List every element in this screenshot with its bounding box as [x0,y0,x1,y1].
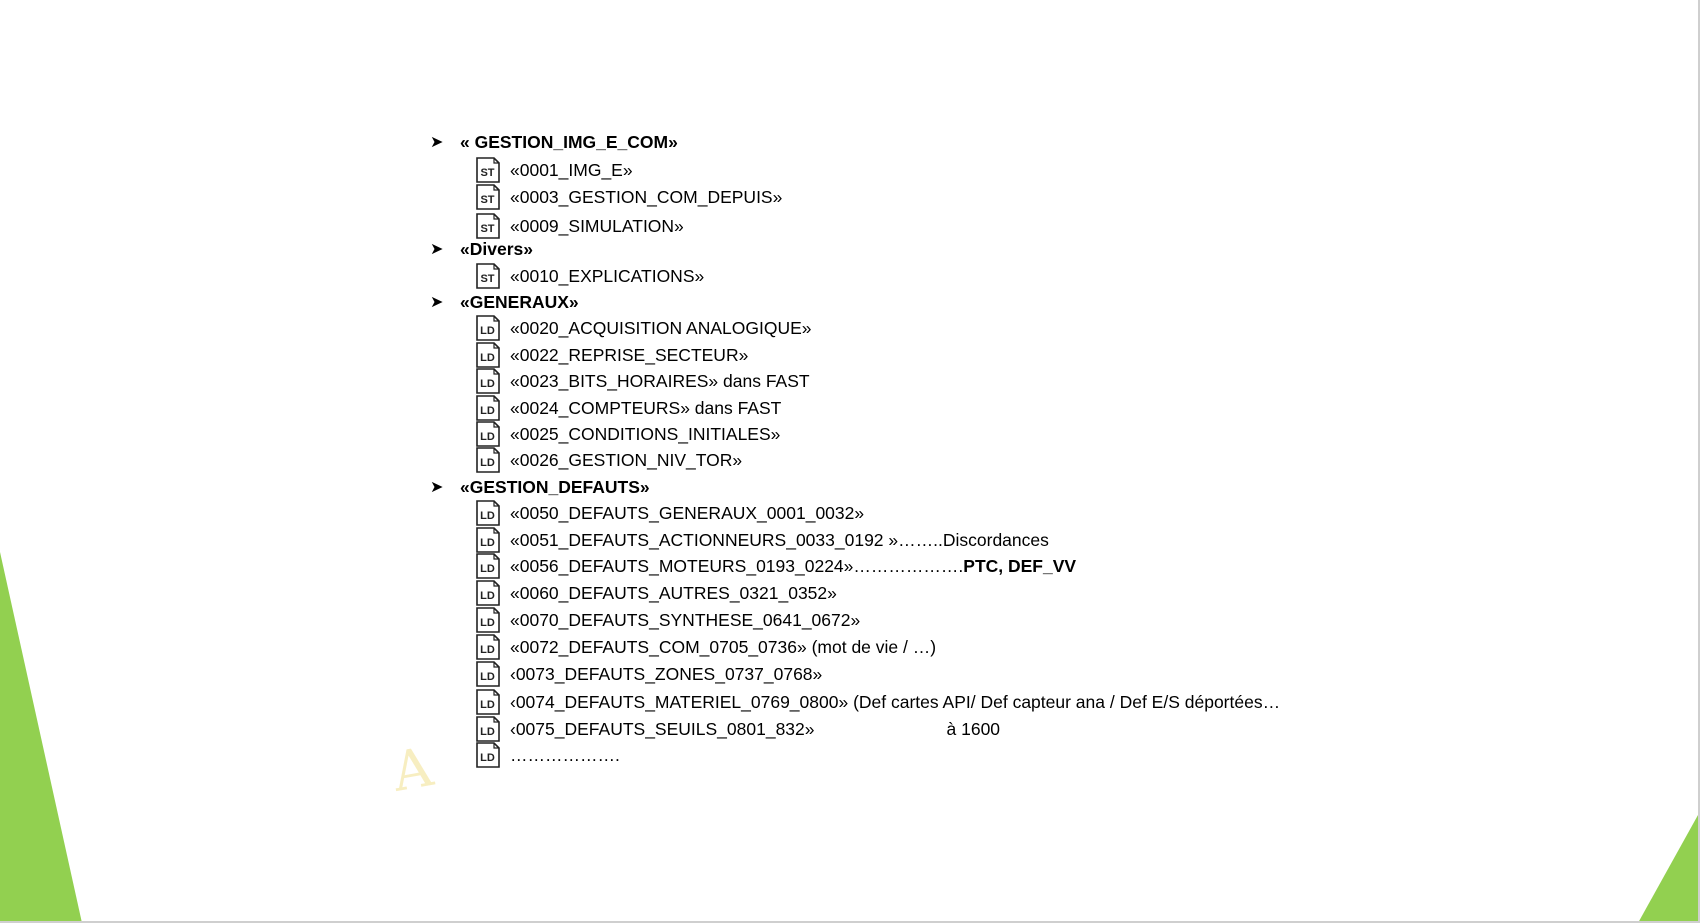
tree-item-name: ‹0073_DEFAUTS_ZONES_0737_0768» [510,663,823,684]
svg-text:LD: LD [480,644,495,656]
ld-file-icon [474,606,502,634]
tree-item-name: «0056_DEFAUTS_MOTEURS_0193_0224»………………. [510,555,964,576]
tree-item-name: «0009_SIMULATION» [510,215,684,236]
svg-text:ST: ST [480,223,495,235]
tree-item[interactable] [474,740,620,770]
ld-file-icon [474,314,502,342]
tree-item-name: «0072_DEFAUTS_COM_0705_0736» (mot de vie / …) [510,636,937,657]
ld-file-icon [474,633,502,661]
tree-item-name: «0003_GESTION_COM_DEPUIS» [510,186,783,207]
arrow-bullet-icon: ➤ [430,294,444,311]
tree-item[interactable] [474,551,1076,581]
tree-group-label: « GESTION_IMG_E_COM» [460,131,678,152]
svg-text:LD: LD [480,325,495,337]
tree-item-note: PTC, DEF_VV [963,555,1077,576]
svg-text:LD: LD [480,378,495,390]
st-file-icon [474,183,502,211]
ld-file-icon [474,579,502,607]
tree-group[interactable] [430,127,678,157]
svg-text:LD: LD [480,352,495,364]
tree-item-note: à 1600 [946,718,1001,739]
ld-file-icon [474,526,502,554]
tree-item-name: «0001_IMG_E» [510,159,633,180]
arrow-bullet-icon: ➤ [430,479,444,496]
tree-item-name: «0026_GESTION_NIV_TOR» [510,449,743,470]
tree-item-name: ‹0074_DEFAUTS_MATERIEL_0769_0800» (Def cartes API/ Def capteur ana / Def E/S déportées… [510,691,1281,712]
ld-file-icon [474,420,502,448]
tree-item-name: «0060_DEFAUTS_AUTRES_0321_0352» [510,582,837,603]
tree-group[interactable] [430,234,533,264]
tree-item[interactable] [474,659,822,689]
arrow-bullet-icon: ➤ [430,134,444,151]
tree-item[interactable] [474,578,837,608]
svg-text:LD: LD [480,405,495,417]
ld-file-icon [474,688,502,716]
ld-file-icon [474,394,502,422]
tree-item-name: «0020_ACQUISITION ANALOGIQUE» [510,317,812,338]
tree-item-name: ‹0075_DEFAUTS_SEUILS_0801_832» [510,718,815,739]
tree-item-name: «0024_COMPTEURS» dans FAST [510,397,782,418]
tree-item-name: «0070_DEFAUTS_SYNTHESE_0641_0672» [510,609,861,630]
svg-text:LD: LD [480,590,495,602]
svg-text:LD: LD [480,457,495,469]
tree-group-label: «Divers» [460,238,533,259]
ld-file-icon [474,341,502,369]
tree-item[interactable] [474,498,864,528]
tree-item[interactable] [474,182,782,212]
ld-file-icon [474,552,502,580]
svg-text:LD: LD [480,752,495,764]
tree-item[interactable] [474,366,810,396]
svg-text:LD: LD [480,617,495,629]
svg-text:ST: ST [480,167,495,179]
ld-file-icon [474,367,502,395]
svg-text:LD: LD [480,726,495,738]
svg-text:LD: LD [480,431,495,443]
tree-item-name: ………………. [510,744,620,765]
handwritten-mark: A [387,735,438,804]
st-file-icon [474,262,502,290]
svg-text:ST: ST [480,273,495,285]
tree-item-name: «0010_EXPLICATIONS» [510,265,705,286]
tree-item-name: «0051_DEFAUTS_ACTIONNEURS_0033_0192 »……..Discordances [510,529,1049,550]
tree-group-label: «GESTION_DEFAUTS» [460,476,650,497]
tree-item[interactable] [474,605,860,635]
tree-item-name: «0050_DEFAUTS_GENERAUX_0001_0032» [510,502,865,523]
ld-file-icon [474,499,502,527]
svg-text:ST: ST [480,194,495,206]
ld-file-icon [474,741,502,769]
tree-item[interactable] [474,313,812,343]
tree-item-name: «0023_BITS_HORAIRES» dans FAST [510,370,810,391]
st-file-icon [474,156,502,184]
tree-item[interactable] [474,155,633,185]
tree-item[interactable] [474,632,936,662]
svg-text:LD: LD [480,537,495,549]
svg-text:LD: LD [480,671,495,683]
ld-file-icon [474,660,502,688]
svg-text:LD: LD [480,563,495,575]
ld-file-icon [474,715,502,743]
tree-item-name: «0022_REPRISE_SECTEUR» [510,344,749,365]
tree-item-name: «0025_CONDITIONS_INITIALES» [510,423,781,444]
tree-item[interactable] [474,445,742,475]
arrow-bullet-icon: ➤ [430,241,444,258]
tree-group-label: «GENERAUX» [460,291,579,312]
svg-text:LD: LD [480,699,495,711]
tree-item[interactable] [474,687,1280,717]
ld-file-icon [474,446,502,474]
svg-text:LD: LD [480,510,495,522]
